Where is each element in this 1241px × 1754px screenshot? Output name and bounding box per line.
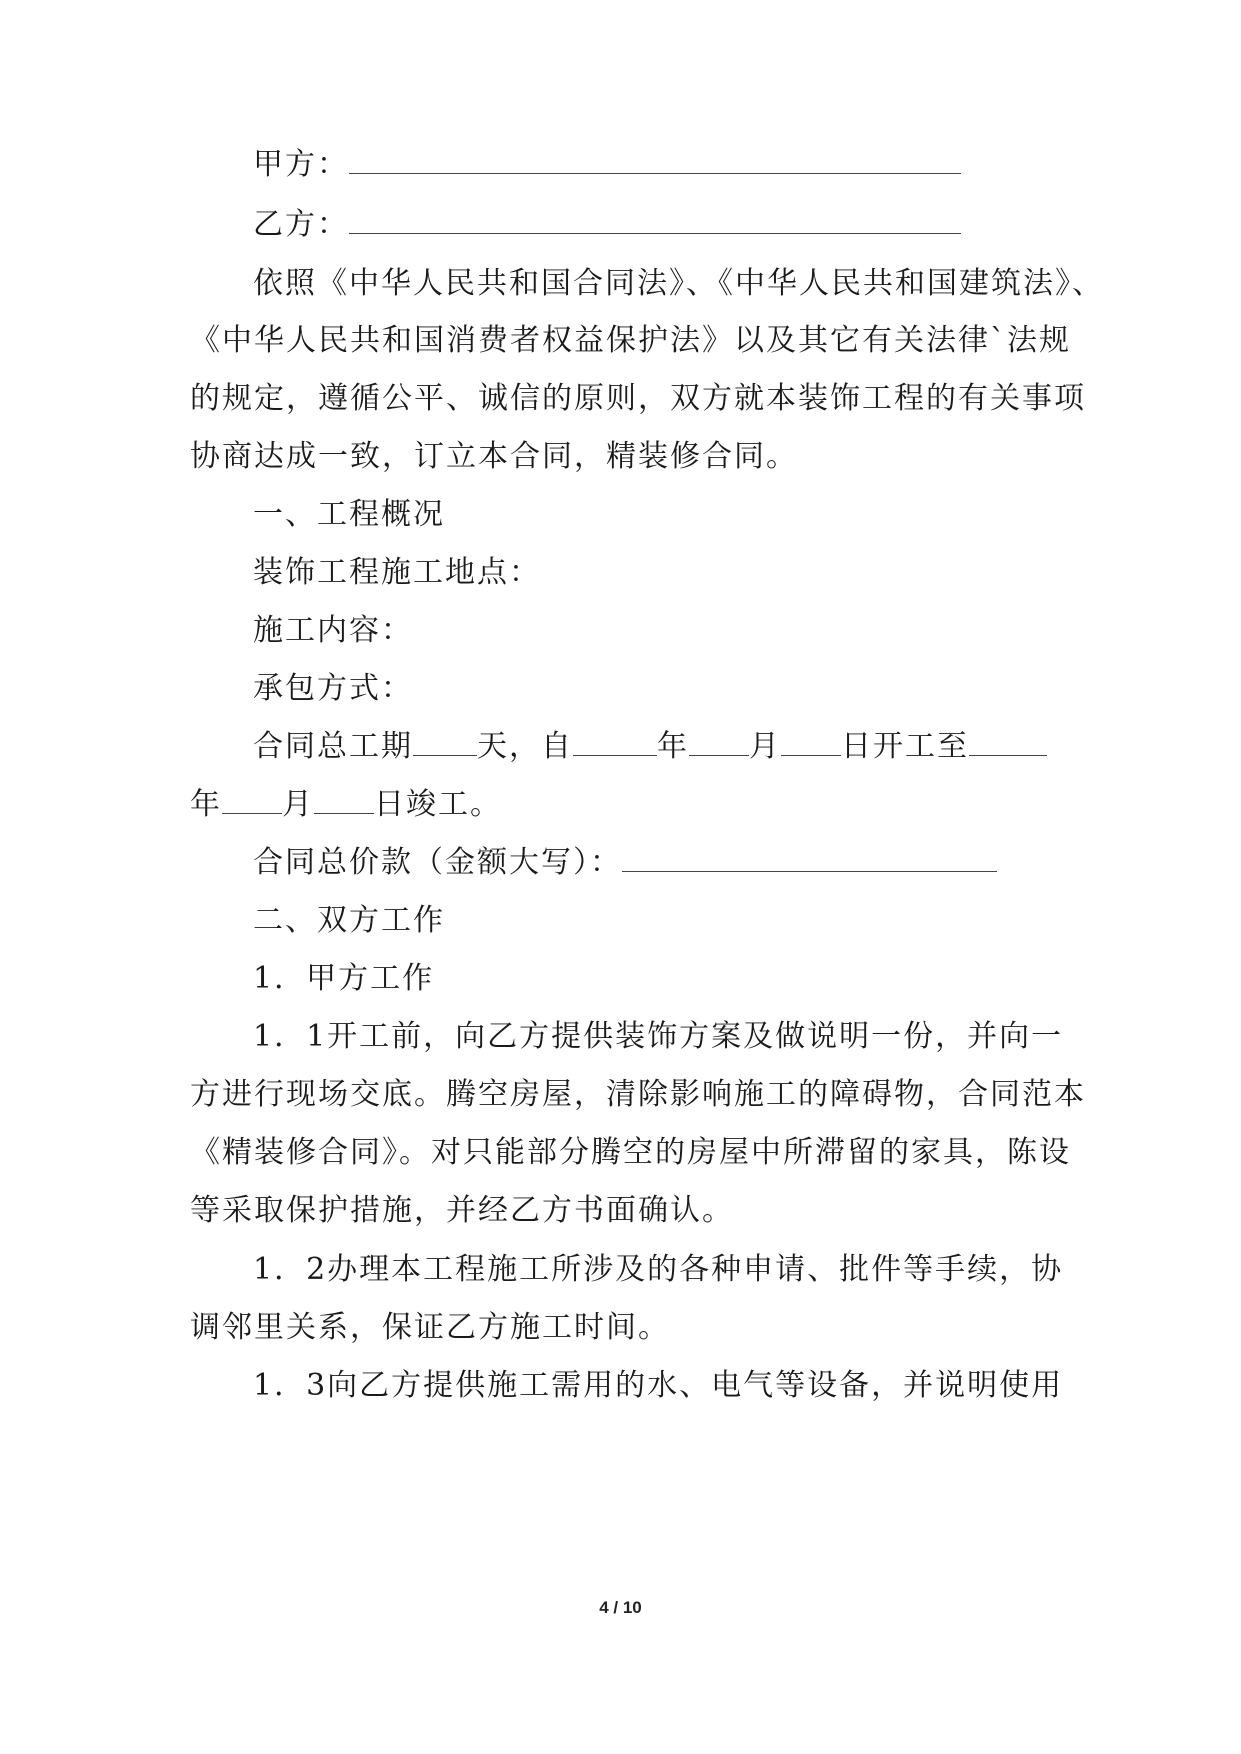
end-year-blank <box>969 729 1047 756</box>
item-1-3-line-1: 1．3向乙方提供施工需用的水、电气等设备，并说明使用 <box>253 1368 1064 1403</box>
intro-line-3: 的规定，遵循公平、诚信的原则，双方就本装饰工程的有关事项 <box>190 381 1086 416</box>
content-label: 施工内容： <box>253 613 413 648</box>
start-month-blank <box>689 729 749 756</box>
end-day-blank <box>314 787 374 814</box>
party-b-label: 乙方： <box>253 207 349 242</box>
item-1-1-line-3: 《精装修合同》。对只能部分腾空的房屋中所滞留的家具，陈设 <box>190 1135 1071 1170</box>
intro-line-2: 《中华人民共和国消费者权益保护法》以及其它有关法律`法规 <box>190 323 1071 358</box>
party-b-line <box>253 205 961 245</box>
party-b-blank <box>349 207 961 234</box>
end-month-label: 月 <box>282 787 314 822</box>
end-day-label: 日竣工。 <box>374 787 502 822</box>
end-year-label: 年 <box>190 787 222 822</box>
party-a-blank <box>349 147 961 174</box>
location-label: 装饰工程施工地点： <box>253 555 541 590</box>
period-line-1 <box>253 727 1047 767</box>
page-number: 4 / 10 <box>599 1598 642 1617</box>
party-a-duties-heading: 1．甲方工作 <box>253 961 435 996</box>
party-a-label: 甲方： <box>253 147 349 182</box>
section-2-heading: 二、双方工作 <box>253 903 445 938</box>
contract-mode-label: 承包方式： <box>253 671 413 706</box>
price-label: 合同总价款（金额大写）： <box>253 845 622 880</box>
price-blank <box>622 845 997 872</box>
start-month-label: 月 <box>749 729 781 764</box>
period-from-label: 天，自 <box>477 729 573 764</box>
item-1-1-line-2: 方进行现场交底。腾空房屋，清除影响施工的障碍物，合同范本 <box>190 1077 1086 1112</box>
item-1-2-line-2: 调邻里关系，保证乙方施工时间。 <box>190 1310 670 1345</box>
item-1-1-line-1: 1．1开工前，向乙方提供装饰方案及做说明一份，并向一 <box>253 1019 1064 1054</box>
start-year-label: 年 <box>657 729 689 764</box>
start-year-blank <box>573 729 657 756</box>
intro-line-1: 依照《中华人民共和国合同法》、《中华人民共和国建筑法》、 <box>253 266 1104 301</box>
end-month-blank <box>222 787 282 814</box>
start-day-blank <box>781 729 841 756</box>
price-line <box>253 843 997 883</box>
item-1-2-line-1: 1．2办理本工程施工所涉及的各种申请、批件等手续，协 <box>253 1252 1064 1287</box>
period-line-2 <box>190 785 502 825</box>
intro-line-4: 协商达成一致，订立本合同，精装修合同。 <box>190 439 798 474</box>
item-1-1-line-4: 等采取保护措施，并经乙方书面确认。 <box>190 1193 734 1228</box>
section-1-heading: 一、工程概况 <box>253 497 445 532</box>
party-a-line <box>253 145 961 185</box>
period-total-label: 合同总工期 <box>253 729 413 764</box>
days-blank <box>413 729 477 756</box>
start-day-label: 日开工至 <box>841 729 969 764</box>
